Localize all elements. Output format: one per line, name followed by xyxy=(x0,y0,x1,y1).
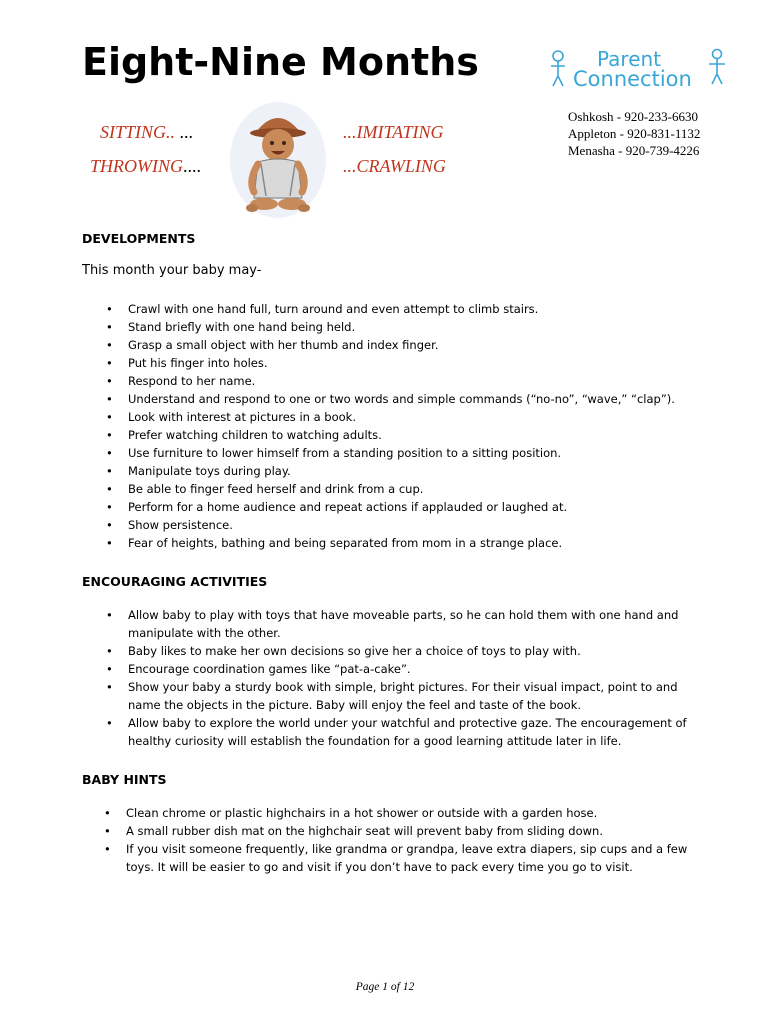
logo-parent-text: Parent xyxy=(597,47,662,71)
list-item xyxy=(106,714,708,750)
bullet-icon: • xyxy=(106,716,113,730)
list-item-text: Look with interest at pictures in a book. xyxy=(128,410,356,424)
list-item xyxy=(106,678,708,714)
contact-appleton: Appleton - 920-831-1132 xyxy=(568,126,701,141)
motto-imitating: ...IMITATING xyxy=(343,122,444,142)
parent-connection-logo xyxy=(545,44,730,92)
bullet-icon: • xyxy=(106,518,113,532)
list-item xyxy=(106,462,728,480)
developments-intro: This month your baby may- xyxy=(82,263,262,278)
hints-list xyxy=(104,804,708,876)
bullet-icon: • xyxy=(106,356,113,370)
bullet-icon: • xyxy=(106,428,113,442)
list-item-text: A small rubber dish mat on the highchair seat will prevent baby from sliding down. xyxy=(126,824,603,838)
list-item xyxy=(104,822,708,840)
logo-connection-text: Connection xyxy=(573,67,692,91)
list-item-text: Understand and respond to one or two words and simple commands (“no-no”, “wave,” “clap”). xyxy=(128,392,675,406)
list-item xyxy=(106,336,728,354)
list-item-text: Perform for a home audience and repeat actions if applauded or laughed at. xyxy=(128,500,568,514)
bullet-icon: • xyxy=(106,410,113,424)
bullet-icon: • xyxy=(106,536,113,550)
bullet-icon: • xyxy=(106,374,113,388)
contact-oshkosh: Oshkosh - 920-233-6630 xyxy=(568,109,698,124)
motto-throwing-text: THROWING xyxy=(90,156,183,176)
list-item-text: Encourage coordination games like “pat-a-cake”. xyxy=(128,662,411,676)
bullet-icon: • xyxy=(106,482,113,496)
bullet-icon: • xyxy=(106,500,113,514)
contact-list xyxy=(568,108,700,159)
list-item-text: Allow baby to play with toys that have moveable parts, so he can hold them with one hand and manipulate with the other. xyxy=(128,608,679,640)
list-item xyxy=(106,516,728,534)
bullet-icon: • xyxy=(106,644,113,658)
list-item xyxy=(106,660,708,678)
list-item-text: Show persistence. xyxy=(128,518,233,532)
list-item xyxy=(106,372,728,390)
activities-list xyxy=(106,606,708,750)
motto-sitting xyxy=(100,122,193,143)
bullet-icon: • xyxy=(104,842,111,856)
page-number: Page 1 of 12 xyxy=(355,981,415,993)
list-item-text: Respond to her name. xyxy=(128,374,256,388)
page-title: Eight-Nine Months xyxy=(82,40,479,84)
list-item xyxy=(106,408,728,426)
list-item-text: Clean chrome or plastic highchairs in a hot shower or outside with a garden hose. xyxy=(126,806,598,820)
developments-list xyxy=(106,300,728,552)
bullet-icon: • xyxy=(104,824,111,838)
activities-heading: ENCOURAGING ACTIVITIES xyxy=(82,574,268,589)
list-item-text: Baby likes to make her own decisions so give her a choice of toys to play with. xyxy=(128,644,581,658)
list-item-text: Crawl with one hand full, turn around and even attempt to climb stairs. xyxy=(128,302,539,316)
list-item xyxy=(106,606,708,642)
hints-heading: BABY HINTS xyxy=(82,772,167,787)
list-item xyxy=(106,642,708,660)
list-item xyxy=(106,354,728,372)
list-item-text: Allow baby to explore the world under your watchful and protective gaze. The encouragement of healthy curiosity will establish the foundation for a good learning attitude later in life. xyxy=(128,716,687,748)
list-item-text: Grasp a small object with her thumb and index finger. xyxy=(128,338,439,352)
motto-sitting-text: SITTING.. xyxy=(100,122,176,142)
bullet-icon: • xyxy=(106,662,113,676)
list-item-text: Prefer watching children to watching adults. xyxy=(128,428,382,442)
list-item-text: Put his finger into holes. xyxy=(128,356,268,370)
list-item xyxy=(106,390,728,408)
motto-sitting-dots: ... xyxy=(175,122,194,142)
list-item-text: Manipulate toys during play. xyxy=(128,464,291,478)
list-item xyxy=(106,534,728,552)
bullet-icon: • xyxy=(106,320,113,334)
motto-crawling: ...CRAWLING xyxy=(343,156,446,176)
list-item-text: Show your baby a sturdy book with simple, bright pictures. For their visual impact, point to and name the objects in the picture. Baby will enjoy the feel and taste of the book. xyxy=(128,680,678,712)
list-item-text: Fear of heights, bathing and being separated from mom in a strange place. xyxy=(128,536,563,550)
list-item xyxy=(106,444,728,462)
list-item xyxy=(106,300,728,318)
baby-illustration xyxy=(228,100,328,220)
motto-throwing-dots: .... xyxy=(183,156,201,176)
list-item-text: Stand briefly with one hand being held. xyxy=(128,320,356,334)
bullet-icon: • xyxy=(106,446,113,460)
list-item-text: Use furniture to lower himself from a standing position to a sitting position. xyxy=(128,446,562,460)
bullet-icon: • xyxy=(106,680,113,694)
bullet-icon: • xyxy=(106,338,113,352)
list-item xyxy=(106,480,728,498)
list-item xyxy=(106,498,728,516)
contact-menasha: Menasha - 920-739-4226 xyxy=(568,143,700,158)
bullet-icon: • xyxy=(106,392,113,406)
motto-throwing xyxy=(90,156,201,177)
bullet-icon: • xyxy=(106,464,113,478)
bullet-icon: • xyxy=(106,608,113,622)
list-item xyxy=(104,804,708,822)
list-item xyxy=(104,840,708,876)
bullet-icon: • xyxy=(106,302,113,316)
list-item-text: Be able to finger feed herself and drink from a cup. xyxy=(128,482,424,496)
list-item-text: If you visit someone frequently, like grandma or grandpa, leave extra diapers, sip cups and a few toys. It will be easier to go and visit if you don’t have to pack every time you go to visit. xyxy=(126,842,688,874)
list-item xyxy=(106,426,728,444)
developments-heading: DEVELOPMENTS xyxy=(82,231,196,246)
list-item xyxy=(106,318,728,336)
bullet-icon: • xyxy=(104,806,111,820)
